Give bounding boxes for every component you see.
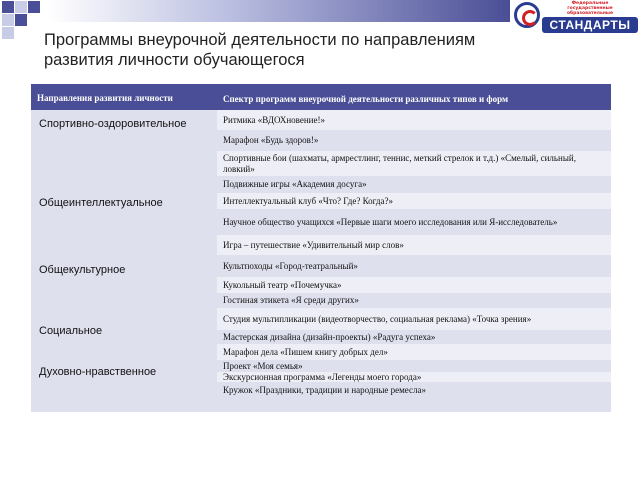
program-row: Марафон дела «Пишем книгу добрых дел» — [217, 344, 611, 360]
program-row: Проект «Моя семья» — [217, 360, 611, 372]
program-row: Ритмика «ВДОХновение!» — [217, 110, 611, 130]
fgos-logo — [510, 0, 640, 34]
direction-label: Общеинтеллектуальное — [39, 197, 163, 209]
program-row: Культпоходы «Город-театральный» — [217, 255, 611, 277]
program-row: Гостиная этикета «Я среди других» — [217, 293, 611, 308]
page-title: Программы внеурочной деятельности по направлениям развития личности обучающегося — [44, 31, 476, 69]
decor-square — [2, 1, 14, 13]
decor-square — [15, 14, 27, 26]
direction-label: Социальное — [39, 325, 103, 337]
column-header-directions: Направления развития личности — [37, 93, 173, 103]
program-row: Подвижные игры «Академия досуга» — [217, 176, 611, 193]
program-row: Научное общество учащихся «Первые шаги моего исследования или Я-исследователь» — [217, 209, 611, 235]
direction-label: Духовно-нравственное — [39, 366, 157, 378]
program-row: Интеллектуальный клуб «Что? Где? Когда?» — [217, 193, 611, 209]
program-row: Мастерская дизайна (дизайн-проекты) «Радуга успеха» — [217, 330, 611, 344]
decor-square — [15, 1, 27, 13]
column-header-programs: Спектр программ внеурочной деятельности различных типов и форм — [223, 94, 509, 104]
program-row: Игра – путешествие «Удивительный мир слов» — [217, 235, 611, 255]
program-row: Студия мультипликации (видеотворчество, социальная реклама) «Точка зрения» — [217, 308, 611, 330]
programs-table — [31, 84, 611, 412]
logo-wordmark: СТАНДАРТЫ — [542, 17, 638, 33]
direction-label: Спортивно-оздоровительное — [39, 118, 187, 130]
logo-emblem-icon — [514, 2, 540, 28]
program-row: Кружок «Праздники, традиции и народные ремесла» — [217, 382, 611, 398]
directions-column — [31, 110, 217, 412]
decor-square — [2, 27, 14, 39]
decor-square — [2, 14, 14, 26]
logo-caption: Федеральные государственные образовательные — [566, 1, 614, 16]
program-row: Спортивные бои (шахматы, армрестлинг, теннис, меткий стрелок и т.д.) «Смелый, сильный, ловкий» — [217, 151, 611, 176]
program-row: Экскурсионная программа «Легенды моего города» — [217, 372, 611, 382]
direction-label: Общекультурное — [39, 264, 126, 276]
program-row: Марафон «Будь здоров!» — [217, 130, 611, 151]
programs-column — [217, 110, 611, 412]
table-header — [31, 84, 611, 110]
program-row: Кукольный театр «Почемучка» — [217, 277, 611, 293]
decor-square — [28, 1, 40, 13]
header-band — [48, 0, 510, 22]
